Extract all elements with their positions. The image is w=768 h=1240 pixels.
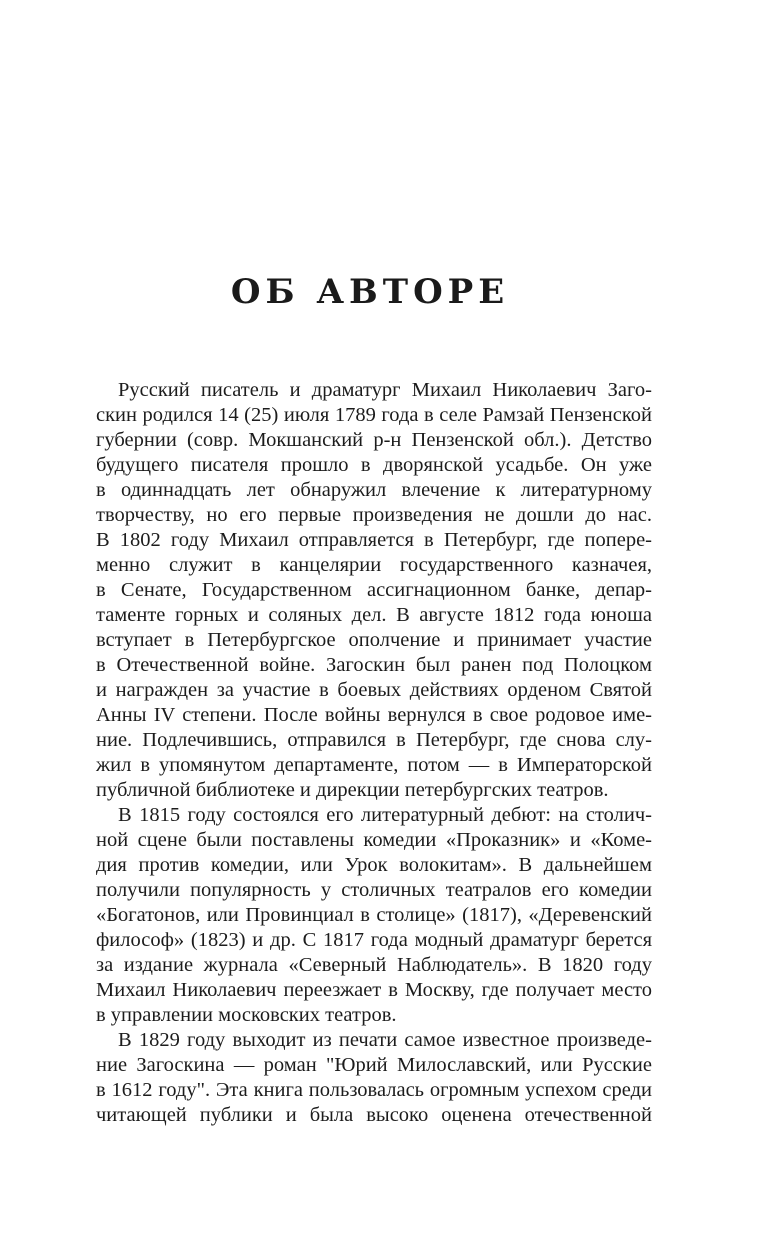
- text-line: Русский писатель и драматург Михаил Николаевич Заго-: [118, 379, 652, 401]
- text-line: публичной библиотеке и дирекции петербургских театров.: [96, 779, 609, 801]
- text-line: жил в упомянутом департаменте, потом — в Императорской: [96, 754, 652, 776]
- text-line: «Богатонов, или Провинциал в столице» (1817), «Деревенский: [96, 904, 652, 926]
- body-text: [96, 378, 652, 1128]
- text-line: получили популярность у столичных театралов его комедии: [96, 879, 652, 901]
- text-line: в 1612 году". Эта книга пользовалась огромным успехом среди: [96, 1079, 652, 1101]
- text-line: В 1802 году Михаил отправляется в Петербург, где попере-: [96, 529, 652, 551]
- text-line: в Сенате, Государственном ассигнационном банке, депар-: [96, 579, 652, 601]
- text-line: ной сцене были поставлены комедии «Проказник» и «Коме-: [96, 829, 652, 851]
- text-line: и награжден за участие в боевых действиях орденом Святой: [96, 679, 652, 701]
- text-line: будущего писателя прошло в дворянской усадьбе. Он уже: [96, 454, 652, 476]
- text-line: в управлении московских театров.: [96, 1004, 397, 1026]
- text-line: таменте горных и соляных дел. В августе 1812 года юноша: [96, 604, 652, 626]
- text-line: ние. Подлечившись, отправился в Петербург, где снова слу-: [96, 729, 652, 751]
- text-line: философ» (1823) и др. С 1817 года модный драматург берется: [96, 929, 652, 951]
- text-line: В 1815 году состоялся его литературный дебют: на столич-: [118, 804, 652, 826]
- text-line: менно служит в канцелярии государственного казначея,: [96, 554, 652, 576]
- text-line: В 1829 году выходит из печати самое известное произведе-: [118, 1029, 652, 1051]
- text-line: в одиннадцать лет обнаружил влечение к литературному: [96, 479, 652, 501]
- page-title: ОБ АВТОРЕ: [230, 272, 510, 312]
- text-line: читающей публики и была высоко оценена отечественной: [96, 1104, 652, 1126]
- text-line: творчеству, но его первые произведения не дошли до нас.: [96, 504, 652, 526]
- text-line: скин родился 14 (25) июля 1789 года в селе Рамзай Пензенской: [96, 404, 652, 426]
- text-line: Михаил Николаевич переезжает в Москву, где получает место: [96, 979, 652, 1001]
- text-line: ние Загоскина — роман "Юрий Милославский, или Русские: [96, 1054, 652, 1076]
- text-line: Анны IV степени. После войны вернулся в свое родовое име-: [96, 704, 652, 726]
- text-line: губернии (совр. Мокшанский р-н Пензенской обл.). Детство: [96, 429, 652, 451]
- text-line: вступает в Петербургское ополчение и принимает участие: [96, 629, 652, 651]
- text-line: в Отечественной войне. Загоскин был ранен под Полоцком: [96, 654, 652, 676]
- text-line: дия против комедии, или Урок волокитам». В дальнейшем: [96, 854, 652, 876]
- text-line: за издание журнала «Северный Наблюдатель». В 1820 году: [96, 954, 652, 976]
